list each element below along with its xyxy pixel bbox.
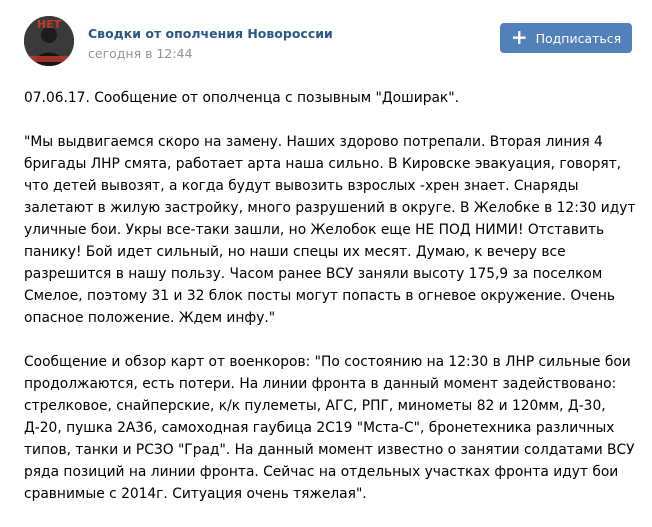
subscribe-label: Подписаться bbox=[535, 30, 622, 46]
plus-icon: + bbox=[510, 25, 528, 49]
post-header bbox=[24, 16, 632, 72]
post-paragraph-date-intro: 07.06.17. Сообщение от ополченца с позывным "Доширак". bbox=[24, 90, 459, 106]
subscribe-button[interactable] bbox=[500, 23, 632, 53]
avatar-logo-text: НЕТ bbox=[36, 18, 62, 31]
avatar[interactable] bbox=[24, 16, 74, 66]
post-meta bbox=[88, 26, 333, 62]
group-name-link[interactable]: Сводки от ополчения Новороссии bbox=[88, 26, 333, 41]
avatar-image bbox=[24, 16, 74, 66]
post-paragraph-report: Сообщение и обзор карт от военкоров: "По состоянию на 12:30 в ЛНР сильные бои продолжаются, есть потери. На линии фронта в данный момент задействовано: стрелковое, снайперские, к/к пулеметы, АГС, РПГ, минометы 82 и 120мм, Д-30, Д-20, пушка 2А36, самоходная гаубица 2С19 "Мста-С", бронетехника различных типов, танки и РСЗО "Град". На данный момент известно о занятии солдатами ВСУ ряда позиций на линии фронта. Сейчас на отдельных участках фронта идут бои сравнимые с 2014г. Ситуация очень тяжелая". bbox=[24, 354, 635, 502]
post-paragraph-quote: "Мы выдвигаемся скоро на замену. Наших здорово потрепали. Вторая линия 4 бригады ЛНР смята, работает арта наша сильно. В Кировске эвакуация, говорят, что детей вывозят, а когда будут вывозить взрослых -хрен знает. Снаряды залетают в жилую застройку, много разрушений в округе. В Желобке в 12:30 идут уличные бои. Укры все-таки зашли, но Желобок еще НЕ ПОД НИМИ! Отставить панику! Бой идет сильный, но наши спецы их месят. Думаю, к вечеру все разрешится в нашу пользу. Часом ранее ВСУ заняли высоту 175,9 за поселком Смелое, поэтому 31 и 32 блок посты могут попасть в огневое окружение. Очень опасное положение. Ждем инфу." bbox=[24, 134, 636, 326]
post-text bbox=[24, 87, 636, 527]
post-date[interactable]: сегодня в 12:44 bbox=[88, 46, 193, 61]
